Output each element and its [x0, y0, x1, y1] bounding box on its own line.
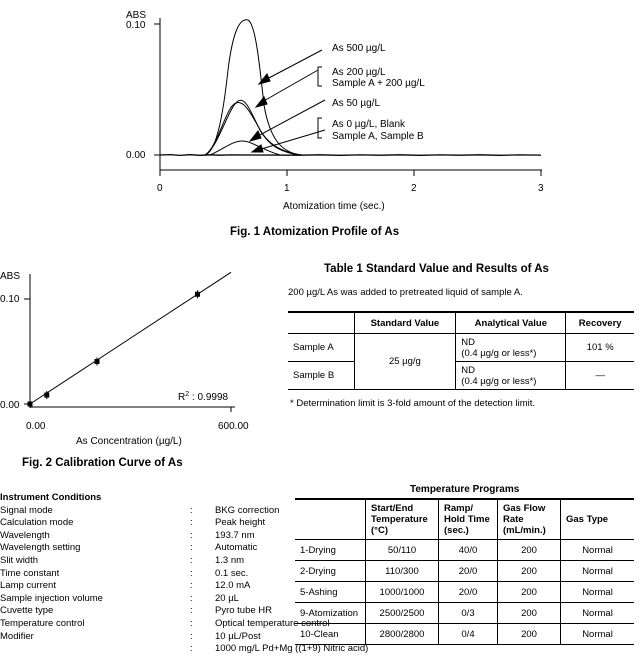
- fig2-point-marker: [195, 292, 200, 297]
- t1-sampleB: Sample B: [288, 362, 354, 390]
- instrument-value: 0.1 sec.: [215, 567, 249, 579]
- t2-cell-flow: 200: [498, 540, 561, 561]
- t2-cell-gas: Normal: [561, 582, 635, 603]
- table1: [288, 311, 634, 390]
- fig2-xlabel: As Concentration (µg/L): [76, 436, 182, 447]
- t2-cell-gas: Normal: [561, 540, 635, 561]
- fig2-xtick-600: 600.00: [218, 421, 249, 432]
- t2-cell-time: 20/0: [439, 561, 498, 582]
- t1-analytical-b: ND (0.4 µg/g or less*): [456, 362, 566, 390]
- fig1-ylabel: ABS: [126, 10, 147, 21]
- fig1-xtick-3: 3: [538, 183, 544, 194]
- instrument-value: Pyro tube HR: [215, 605, 273, 617]
- table1-footnote: * Determination limit is 3-fold amount of the detection limit.: [290, 398, 535, 409]
- t2-cell-temp: 2800/2800: [366, 624, 439, 645]
- instrument-key: Modifier: [0, 630, 34, 642]
- fig2-fit-line: [30, 272, 231, 404]
- fig2-ytick-0-00: 0.00: [0, 400, 20, 411]
- instrument-key: Cuvette type: [0, 605, 54, 617]
- t1-standard: 25 µg/g: [354, 334, 456, 390]
- fig1-bracket-0: [318, 118, 322, 138]
- fig2-point: [195, 290, 200, 298]
- t1-h2: Analytical Value: [456, 312, 566, 334]
- t2-cell-temp: 50/110: [366, 540, 439, 561]
- t2-cell-gas: Normal: [561, 624, 635, 645]
- table1-title: Table 1 Standard Value and Results of As: [324, 263, 549, 275]
- t2-cell-flow: 200: [498, 561, 561, 582]
- instrument-sep: :: [190, 580, 193, 592]
- fig1-bracket-200: [318, 67, 322, 86]
- t1-h0: [288, 312, 354, 334]
- t2-cell-time: 0/3: [439, 603, 498, 624]
- t1-sampleA: Sample A: [288, 334, 354, 362]
- table-row: [295, 624, 634, 645]
- t2-cell-temp: 2500/2500: [366, 603, 439, 624]
- instrument-sep: :: [190, 643, 193, 655]
- instrument-key: Calculation mode: [0, 517, 74, 529]
- t2-cell-time: 40/0: [439, 540, 498, 561]
- instrument-value: Automatic: [215, 542, 258, 554]
- t1-recovery-a: 101 %: [566, 334, 634, 362]
- t2-cell-temp: 110/300: [366, 561, 439, 582]
- t2-h0: [295, 499, 366, 540]
- fig1-caption: Fig. 1 Atomization Profile of As: [230, 226, 400, 238]
- instrument-key: Signal mode: [0, 504, 53, 516]
- instrument-key: Wavelength: [0, 529, 50, 541]
- instrument-value: Peak height: [215, 517, 266, 529]
- table-row: [288, 362, 634, 390]
- instrument-sep: :: [190, 529, 193, 541]
- table-row: [295, 603, 634, 624]
- instrument-value: 1.3 nm: [215, 554, 245, 566]
- instrument-value: BKG correction: [215, 504, 280, 516]
- instrument-sep: :: [190, 542, 193, 554]
- fig1-xlabel: Atomization time (sec.): [283, 201, 385, 212]
- instrument-value: 20 µL: [215, 592, 239, 604]
- fig1-label-200: As 200 µg/L: [332, 67, 386, 78]
- fig1-label-samples: Sample A, Sample B: [332, 131, 424, 142]
- instrument-key: [0, 643, 190, 656]
- instrument-value: 1000 mg/L Pd+Mg ((1+9) Nitric acid): [215, 643, 369, 655]
- instrument-value: Optical temperature control: [215, 617, 330, 629]
- fig1-baseline: [160, 155, 541, 156]
- fig1-series-sampleA-200: [205, 102, 302, 155]
- instrument-key: Lamp current: [0, 580, 56, 592]
- instrument-key: Time constant: [0, 567, 60, 579]
- fig2-caption: Fig. 2 Calibration Curve of As: [22, 457, 183, 469]
- fig1-label-sampleA: Sample A + 200 µg/L: [332, 78, 425, 89]
- instrument-sep: :: [190, 567, 193, 579]
- fig1-label-50: As 50 µg/L: [332, 98, 381, 109]
- table-row: [295, 582, 634, 603]
- instrument-row: [0, 643, 368, 656]
- t2-cell-temp: 1000/1000: [366, 582, 439, 603]
- fig1-label-0: As 0 µg/L, Blank: [332, 119, 406, 130]
- instrument-sep: :: [190, 517, 193, 529]
- fig1-label-500: As 500 µg/L: [332, 43, 386, 54]
- instrument-sep: :: [190, 592, 193, 604]
- instrument-value: 10 µL/Post: [215, 630, 261, 642]
- fig2-r2: $R^2$ : 0.9998: [178, 391, 229, 403]
- t1-h3: Recovery: [566, 312, 634, 334]
- fig2-point-marker: [44, 393, 49, 398]
- t2-cell-stage: 5-Ashing: [295, 582, 366, 603]
- calibration-curve-chart: [0, 262, 270, 452]
- t2-h3: Gas Flow Rate (mL/min.): [498, 499, 561, 540]
- table1-note: 200 µg/L As was added to pretreated liquid of sample A.: [288, 287, 523, 298]
- t2-cell-stage: 10-Clean: [295, 624, 366, 645]
- atomization-profile-chart: [0, 0, 642, 215]
- t2-cell-stage: 1-Drying: [295, 540, 366, 561]
- t2-cell-flow: 200: [498, 582, 561, 603]
- instrument-sep: :: [190, 617, 193, 629]
- fig2-ylabel: ABS: [0, 271, 21, 282]
- temperature-programs-table: [295, 498, 634, 645]
- fig1-xtick-0: 0: [157, 183, 163, 194]
- t2-cell-gas: Normal: [561, 603, 635, 624]
- instrument-sep: :: [190, 504, 193, 516]
- t2-h1: Start/End Temperature (°C): [366, 499, 439, 540]
- t2-cell-flow: 200: [498, 624, 561, 645]
- fig2-ytick-0-10: 0.10: [0, 294, 20, 305]
- instrument-value: 193.7 nm: [215, 529, 255, 541]
- t2-cell-gas: Normal: [561, 561, 635, 582]
- fig1-xtick-2: 2: [411, 183, 417, 194]
- instrument-value: 12.0 mA: [215, 580, 251, 592]
- instrument-title: Instrument Conditions: [0, 492, 102, 503]
- table-row: [288, 334, 634, 362]
- t2-h4: Gas Type: [561, 499, 635, 540]
- table-row: [295, 561, 634, 582]
- t2-cell-time: 20/0: [439, 582, 498, 603]
- instrument-sep: :: [190, 630, 193, 642]
- instrument-key: Temperature control: [0, 617, 85, 629]
- fig1-y-ticks: [154, 24, 160, 155]
- t1-analytical-a: ND (0.4 µg/g or less*): [456, 334, 566, 362]
- fig2-point-marker: [28, 402, 33, 407]
- fig1-x-ticks: [160, 170, 541, 176]
- t1-recovery-b: —: [566, 362, 634, 390]
- instrument-key: Wavelength setting: [0, 542, 81, 554]
- t2-h2: Ramp/ Hold Time (sec.): [439, 499, 498, 540]
- t1-h1: Standard Value: [354, 312, 456, 334]
- t2-cell-time: 0/4: [439, 624, 498, 645]
- fig1-xtick-1: 1: [284, 183, 290, 194]
- table2-title: Temperature Programs: [410, 484, 520, 495]
- t2-cell-flow: 200: [498, 603, 561, 624]
- instrument-key: Slit width: [0, 554, 39, 566]
- table-row: [295, 540, 634, 561]
- fig2-fit-line-group: [30, 272, 231, 404]
- instrument-sep: :: [190, 554, 193, 566]
- fig2-point-marker: [95, 359, 100, 364]
- t2-cell-stage: 2-Drying: [295, 561, 366, 582]
- t2-cell-stage: 9-Atomization: [295, 603, 366, 624]
- instrument-key: Sample injection volume: [0, 592, 103, 604]
- fig1-ytick-0-10: 0.10: [126, 20, 146, 31]
- fig1-series-50: [210, 141, 280, 155]
- fig1-ytick-0-00: 0.00: [126, 150, 146, 161]
- fig1-arrows: [250, 50, 325, 152]
- fig2-xtick-0: 0.00: [26, 421, 46, 432]
- instrument-sep: :: [190, 605, 193, 617]
